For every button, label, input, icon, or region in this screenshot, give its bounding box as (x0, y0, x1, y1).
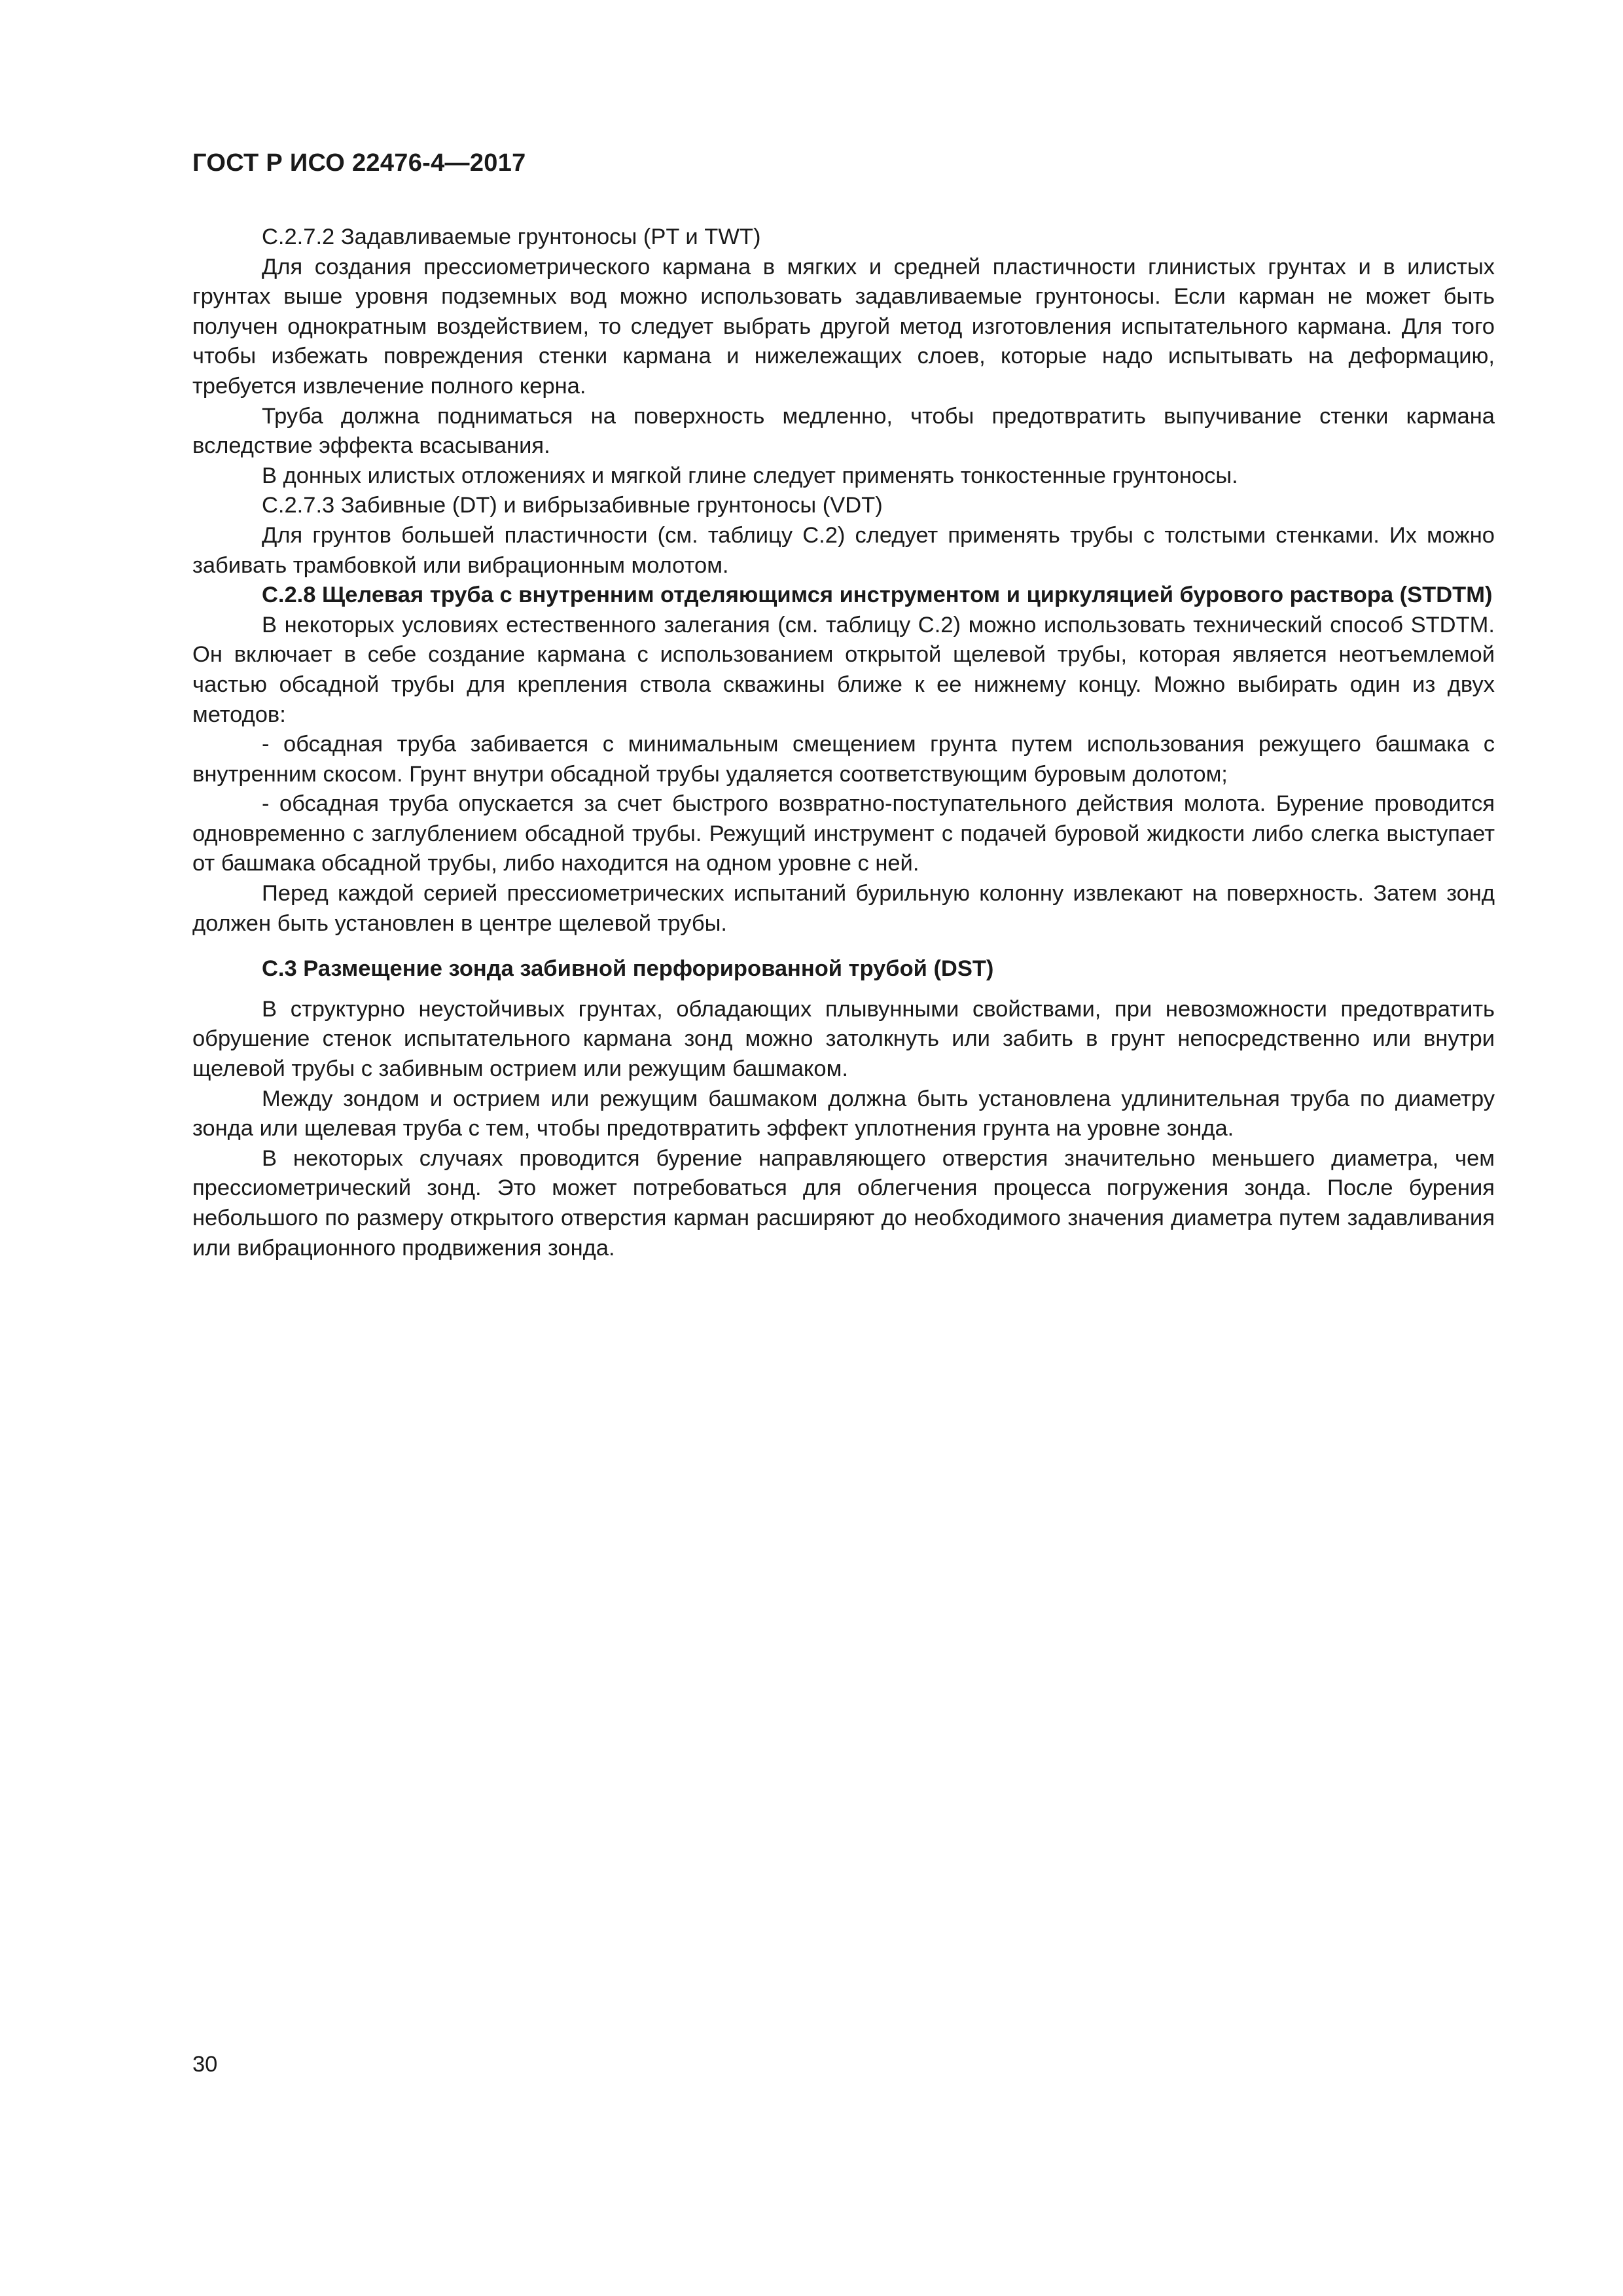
body-paragraph: В некоторых условиях естественного залегания (см. таблицу С.2) можно использовать технический способ STDTM. Он включает в себе создание кармана с использованием открытой щелевой трубы, которая является неотъемлемой частью обсадной трубы для крепления ствола скважины ближе к ее нижнему концу. Можно выбирать один из двух методов: (192, 612, 1495, 727)
body-paragraph: Труба должна подниматься на поверхность медленно, чтобы предотвратить выпучивание стенки кармана вследствие эффекта всасывания. (192, 403, 1495, 459)
subsection-c-2-7-3-title: С.2.7.3 Забивные (DT) и вибрызабивные грунтоносы (VDT) (262, 493, 883, 518)
body-paragraph: Между зондом и острием или режущим башмаком должна быть установлена удлинительная труба по диаметру зонда или щелевая труба с тем, чтобы предотвратить эффект уплотнения грунта на уровне зонда. (192, 1086, 1495, 1141)
section-c-3-heading: С.3 Размещение зонда забивной перфорированной трубой (DST) (262, 956, 994, 982)
body-paragraph: В донных илистых отложениях и мягкой глине следует применять тонкостенные грунтоносы. (262, 463, 1238, 488)
subsection-c-2-7-2-title: С.2.7.2 Задавливаемые грунтоносы (PT и TWT) (262, 224, 761, 249)
list-item: - обсадная труба опускается за счет быстрого возвратно-поступательного действия молота. Бурение проводится одновременно с заглублением обсадной трубы. Режущий инструмент с подачей буровой жидкости либо слегка выступает от башмака обсадной трубы, либо находится на одном уровне с ней. (192, 791, 1495, 876)
body-paragraph: Для грунтов большей пластичности (см. таблицу С.2) следует применять трубы с толстыми стенками. Их можно забивать трамбовкой или вибрационным молотом. (192, 522, 1495, 578)
body-paragraph: В некоторых случаях проводится бурение направляющего отверстия значительно меньшего диаметра, чем прессиометрический зонд. Это может потребоваться для облегчения процесса погружения зонда. После бурения небольшого по размеру открытого отверстия карман расширяют до необходимого значения диаметра путем задавливания или вибрационного продвижения зонда. (192, 1145, 1495, 1261)
body-paragraph: Для создания прессиометрического кармана в мягких и средней пластичности глинистых грунтах и в илистых грунтах выше уровня подземных вод можно использовать задавливаемые грунтоносы. Если карман не может быть получен однократным воздействием, то следует выбрать другой метод изготовления испытательного кармана. Для того чтобы избежать повреждения стенки кармана и нижележащих слоев, которые надо испытывать на деформацию, требуется извлечение полного керна. (192, 254, 1495, 399)
document-body (192, 223, 1495, 1263)
subsection-c-2-8-heading: С.2.8 Щелевая труба с внутренним отделяющимся инструментом и циркуляцией бурового раствора (STDTM) (262, 583, 1493, 608)
page-number: 30 (192, 2052, 218, 2077)
body-paragraph: Перед каждой серией прессиометрических испытаний бурильную колонну извлекают на поверхность. Затем зонд должен быть установлен в центре щелевой трубы. (192, 881, 1495, 936)
body-paragraph: В структурно неустойчивых грунтах, обладающих плывунными свойствами, при невозможности предотвратить обрушение стенок испытательного кармана зонд можно затолкнуть или забить в грунт непосредственно или внутри щелевой трубы с забивным острием или режущим башмаком. (192, 996, 1495, 1082)
list-item: - обсадная труба забивается с минимальным смещением грунта путем использования режущего башмака с внутренним скосом. Грунт внутри обсадной трубы удаляется соответствующим буровым долотом; (192, 732, 1495, 787)
document-code-header: ГОСТ Р ИСО 22476-4—2017 (192, 149, 526, 177)
